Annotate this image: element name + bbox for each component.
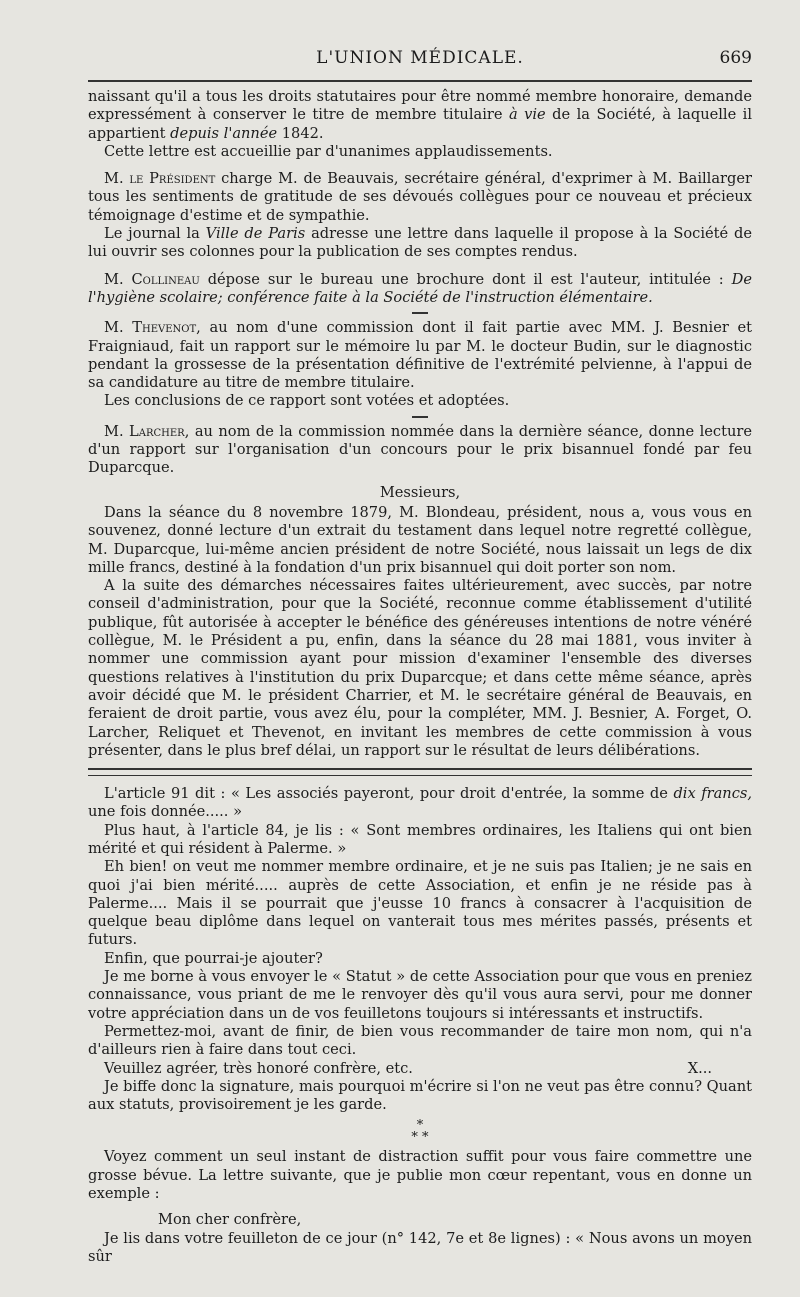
paragraph: naissant qu'il a tous les droits statutaires pour être nommé membre honoraire, demande expressément à conserver le titre de membre titulaire à vie de la Société, à laquelle il appartient depuis l'année 1842. (88, 88, 753, 142)
signature: X... (687, 1059, 712, 1077)
paragraph: Je lis dans votre feuilleton de ce jour (n° 142, 7e et 8e lignes) : « Nous avons un moyen sûr (88, 1229, 752, 1265)
salutation: Messieurs, (379, 483, 461, 501)
paragraph: Enfin, que pourrai-je ajouter? (104, 949, 323, 967)
signature-line: Veuillez agréer, très honoré confrère, etc. X... (104, 1059, 712, 1077)
paragraph: Les conclusions de ce rapport sont votées et adoptées. (104, 392, 510, 410)
paragraph: Eh bien! on veut me nommer membre ordinaire, et je ne suis pas Italien; je ne sais en quoi j'ai bien mérité..... auprès de cette Association, et enfin je ne réside pas à Palerme.... Mais il se pourrait que j'eusse 10 francs à consacrer à l'acquisition de quelque beau diplôme dans lequel on vanterait tous mes mérites passés, présents et futurs. (88, 858, 752, 949)
running-title: L'UNION MÉDICALE. (316, 48, 524, 68)
paragraph: M. le Président charge M. de Beauvais, secrétaire général, d'exprimer à M. Baillarger tous les sentiments de gratitude de ses dévoués collègues pour ce nouveau et précieux témoignage d'estime et de sympathie. (88, 170, 752, 224)
section-dash (412, 312, 428, 314)
paragraph: Je me borne à vous envoyer le « Statut » de cette Association pour que vous en preniez connaissance, vous priant de me le renvoyer dès qu'il vous aura servi, pour me donner votre appréciation dans un de vos feuilletons toujours si intéressants et instructifs. (88, 968, 752, 1022)
paragraph: Permettez-moi, avant de finir, de bien vous recommander de taire mon nom, qui n'a d'ailleurs rien à faire dans tout ceci. (88, 1022, 752, 1059)
paragraph: Le journal la Ville de Paris adresse une lettre dans laquelle il propose à la Société de lui ouvrir ses colonnes pour la publication de ses comptes rendus. (88, 225, 752, 261)
paragraph: L'article 91 dit : « Les associés payeront, pour droit d'entrée, la somme de dix francs, une fois donnée..... » (88, 785, 753, 821)
asterism: * * * (411, 1118, 429, 1146)
paragraph: Cette lettre est accueillie par d'unanimes applaudissements. (104, 142, 553, 160)
feuilleton-separator (88, 768, 752, 776)
page-number: 669 (719, 48, 752, 68)
speaker-name: M. Thevenot, (104, 319, 201, 337)
paragraph: Voyez comment un seul instant de distraction suffit pour vous faire commettre une grosse bévue. La lettre suivante, que je publie mon cœur repentant, vous en donne un exemple : (88, 1148, 752, 1203)
paragraph: M. Thevenot, au nom d'une commission dont il fait partie avec MM. J. Besnier et Fraigniaud, fait un rapport sur le mémoire lu par M. le docteur Budin, sur le diagnostic pendant la grossesse de la présentation définitive de l'extrémité pelvienne, à l'appui de sa candidature au titre de membre titulaire. (88, 319, 752, 392)
paragraph: M. Collineau dépose sur le bureau une brochure dont il est l'auteur, intitulée : De l'hygiène scolaire; conférence faite à la Société de l'instruction élémentaire. (88, 270, 752, 306)
paragraph: Plus haut, à l'article 84, je lis : « Sont membres ordinaires, les Italiens qui ont bien mérité et qui résident à Palerme. » (88, 821, 752, 857)
speaker-name: M. Collineau (104, 270, 200, 288)
letter-greeting: Mon cher confrère, (158, 1211, 302, 1229)
speaker-name: M. le Président (104, 170, 216, 188)
header-rule (88, 80, 752, 82)
paragraph: Dans la séance du 8 novembre 1879, M. Blondeau, président, nous a, vous vous en souvenez, donné lecture d'un extrait du testament dans lequel notre regretté collègue, M. Duparcque, lui-même ancien président de notre Société, nous laissait un legs de dix mille francs, destiné à la fondation d'un prix bisannuel qui doit porter son nom. (88, 503, 752, 576)
speaker-name: M. Larcher, (104, 422, 190, 440)
paragraph: M. Larcher, au nom de la commission nommée dans la dernière séance, donne lecture d'un rapport sur l'organisation d'un concours pour le prix bisannuel fondé par feu Duparcque. (88, 422, 752, 477)
section-dash (412, 416, 428, 418)
paragraph: A la suite des démarches nécessaires faites ultérieurement, avec succès, par notre conseil d'administration, pour que la Société, reconnue comme établissement d'utilité publique, fût autorisée à accepter le bénéfice des généreuses intentions de notre vénéré collègue, M. le Président a pu, enfin, dans la séance du 28 mai 1881, vous inviter à nommer une commission ayant pour mission d'examiner l'ensemble des diverses questions relatives à l'institution du prix Duparcque; et dans cette même séance, après avoir décidé que M. le président Charrier, et M. le secrétaire général de Beauvais, en feraient de droit partie, vous avez élu, pour la compléter, MM. J. Besnier, A. Forget, O. Larcher, Reliquet et Thevenot, en invitant les membres de cette commission à vous présenter, dans le plus bref délai, un rapport sur le résultat de leurs délibérations. (88, 577, 752, 759)
paragraph: Je biffe donc la signature, mais pourquoi m'écrire si l'on ne veut pas être connu? Quant aux statuts, provisoirement je les garde. (88, 1077, 752, 1114)
article-body (88, 88, 752, 1266)
page-header (88, 48, 752, 72)
